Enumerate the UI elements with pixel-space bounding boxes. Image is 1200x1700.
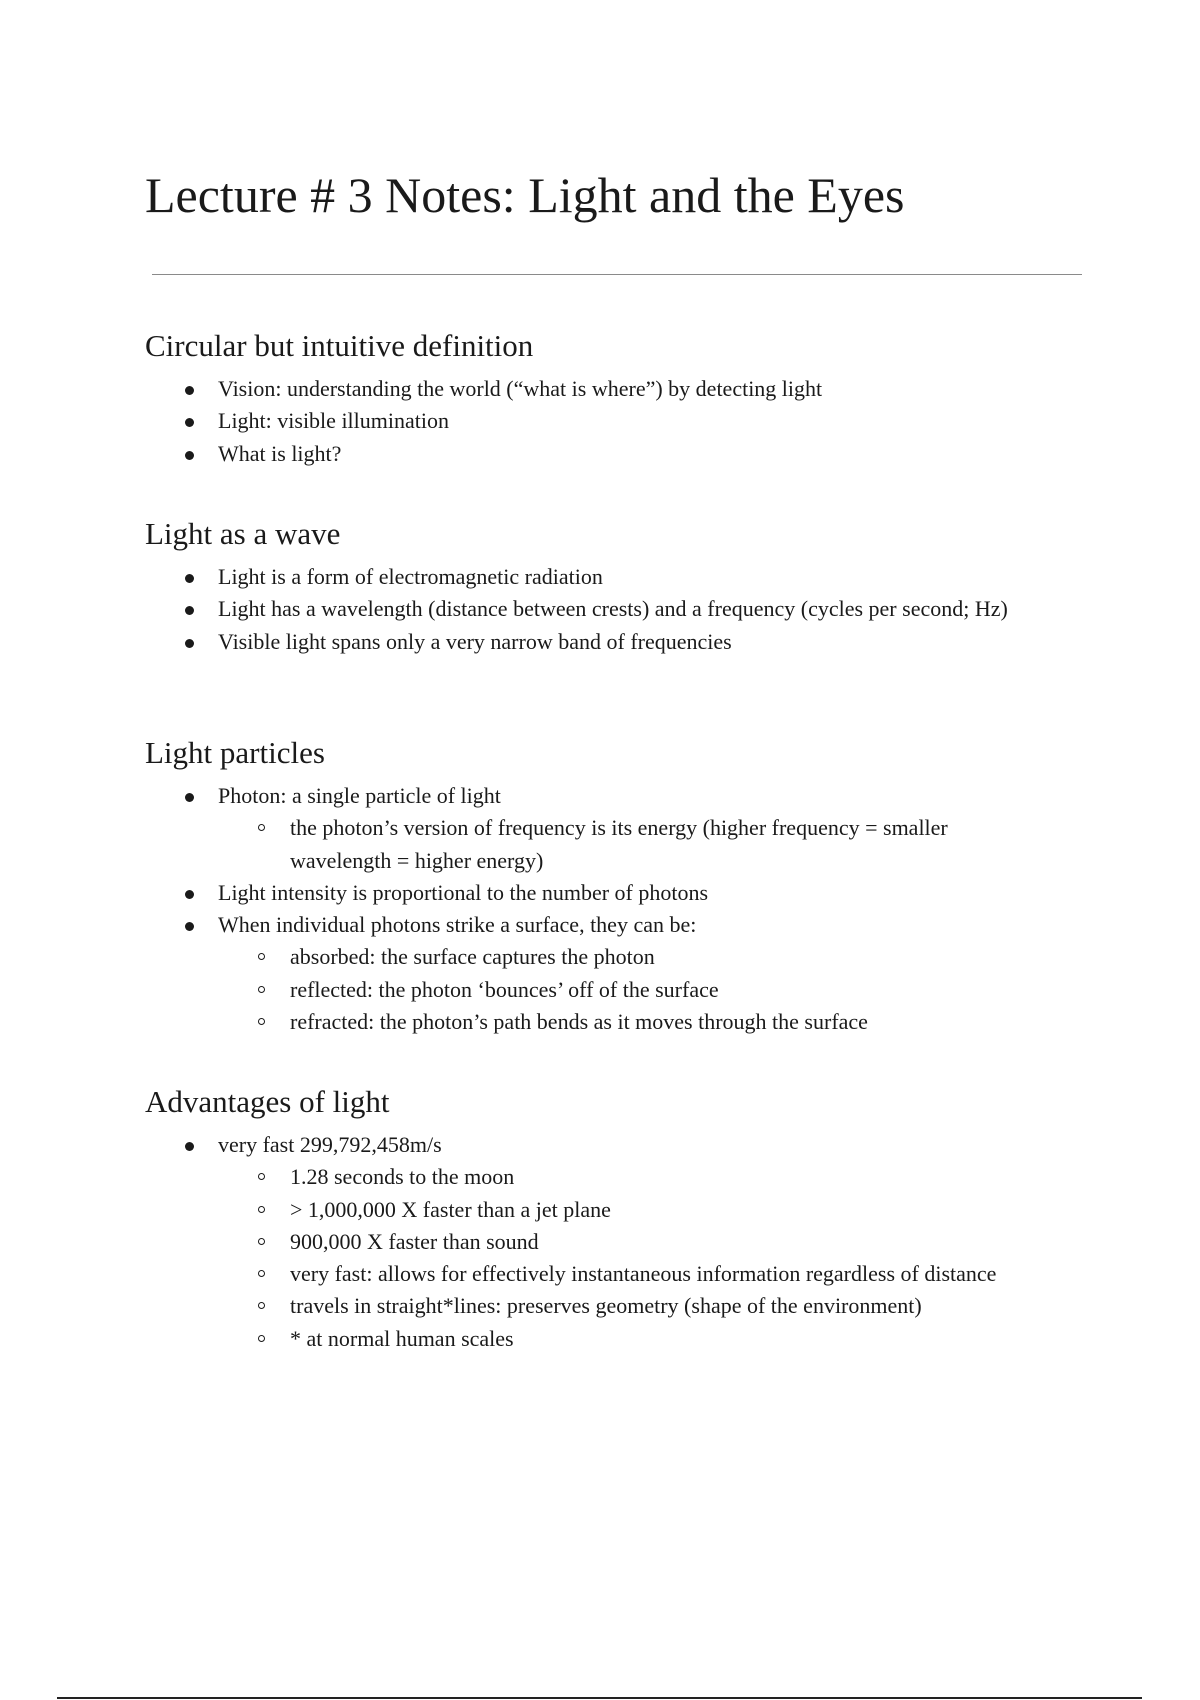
section-heading: Light as a wave — [145, 516, 341, 551]
sub-list-item — [218, 1258, 1145, 1290]
hollow-bullet-icon — [258, 824, 265, 831]
list-item — [145, 877, 1145, 909]
sub-list-item-text: very fast: allows for effectively instantaneous information regardless of distance — [290, 1261, 997, 1287]
list-item-text: Light is a form of electromagnetic radiation — [218, 564, 603, 589]
hollow-bullet-icon — [258, 1335, 265, 1342]
sub-list-item — [218, 1161, 1145, 1193]
sub-list-item — [218, 941, 1145, 973]
list-item-text: Visible light spans only a very narrow band of frequencies — [218, 628, 732, 654]
list-item-text: Light intensity is proportional to the number of photons — [218, 879, 709, 905]
sub-list-item-text: 900,000 X faster than sound — [290, 1228, 539, 1254]
sub-list-item-text: the photon’s version of frequency is its energy (higher frequency = smaller wavelength = higher energy) — [290, 815, 948, 873]
list-item-text: What is light? — [218, 440, 342, 466]
bullet-list — [145, 780, 1145, 1038]
bullet-list — [145, 1129, 1145, 1355]
list-item-text: Light: visible illumination — [218, 408, 449, 434]
bullet-icon — [185, 793, 194, 802]
list-item-text: Photon: a single particle of light — [218, 783, 501, 808]
sub-list-item — [218, 1323, 1145, 1355]
bullet-icon — [185, 639, 194, 648]
list-item-text: very fast 299,792,458m/s — [218, 1132, 442, 1157]
hollow-bullet-icon — [258, 1238, 265, 1245]
list-item — [145, 593, 1145, 625]
section-heading: Light particles — [145, 735, 325, 770]
list-item — [145, 1129, 1145, 1355]
hollow-bullet-icon — [258, 1302, 265, 1309]
section-light-particles — [145, 734, 1145, 1038]
section-light-as-wave — [145, 515, 1145, 658]
list-item — [145, 373, 1145, 405]
bullet-icon — [185, 1142, 194, 1151]
sub-list-item-text: absorbed: the surface captures the photon — [290, 944, 655, 970]
bullet-icon — [185, 890, 194, 899]
bullet-list — [145, 373, 1145, 470]
hollow-bullet-icon — [258, 953, 265, 960]
hollow-bullet-icon — [258, 1270, 265, 1277]
hollow-bullet-icon — [258, 1206, 265, 1213]
sub-list — [218, 812, 1145, 877]
sub-list-item-text: * at normal human scales — [290, 1325, 514, 1351]
sub-list — [218, 941, 1145, 1038]
sub-list-item — [218, 1006, 1145, 1038]
hollow-bullet-icon — [258, 986, 265, 993]
list-item — [145, 626, 1145, 658]
bullet-icon — [185, 606, 194, 615]
sub-list-item — [218, 1290, 1145, 1322]
sub-list-item-text: > 1,000,000 X faster than a jet plane — [290, 1196, 611, 1222]
section-heading: Circular but intuitive definition — [145, 328, 534, 363]
bullet-icon — [185, 418, 194, 427]
bullet-icon — [185, 922, 194, 931]
list-item — [145, 561, 1145, 593]
section-circular-definition — [145, 327, 1145, 470]
sub-list-item — [218, 974, 1145, 1006]
list-item-text: Vision: understanding the world (“what is where”) by detecting light — [218, 376, 823, 401]
sub-list — [218, 1161, 1145, 1355]
sub-list-item — [218, 1226, 1145, 1258]
list-item — [145, 909, 1145, 1038]
sub-list-item — [218, 812, 1145, 877]
hollow-bullet-icon — [258, 1018, 265, 1025]
section-advantages-of-light — [145, 1083, 1145, 1355]
list-item — [145, 780, 1145, 877]
bullet-icon — [185, 386, 194, 395]
page-bottom-divider — [57, 1697, 1142, 1699]
list-item — [145, 438, 1145, 470]
hollow-bullet-icon — [258, 1173, 265, 1180]
bullet-icon — [185, 451, 194, 460]
sub-list-item-text: reflected: the photon ‘bounces’ off of the surface — [290, 976, 719, 1002]
list-item-text: When individual photons strike a surface, they can be: — [218, 912, 697, 938]
page-title: Lecture # 3 Notes: Light and the Eyes — [145, 167, 905, 223]
list-item-text: Light has a wavelength (distance between crests) and a frequency (cycles per second; Hz) — [218, 596, 1008, 622]
title-divider — [152, 274, 1082, 275]
sub-list-item-text: refracted: the photon’s path bends as it moves through the surface — [290, 1009, 868, 1035]
section-heading: Advantages of light — [145, 1084, 390, 1119]
bullet-list — [145, 561, 1145, 658]
list-item — [145, 405, 1145, 437]
bullet-icon — [185, 574, 194, 583]
sub-list-item — [218, 1194, 1145, 1226]
sub-list-item-text: travels in straight*lines: preserves geometry (shape of the environment) — [290, 1293, 922, 1319]
sub-list-item-text: 1.28 seconds to the moon — [290, 1164, 515, 1190]
